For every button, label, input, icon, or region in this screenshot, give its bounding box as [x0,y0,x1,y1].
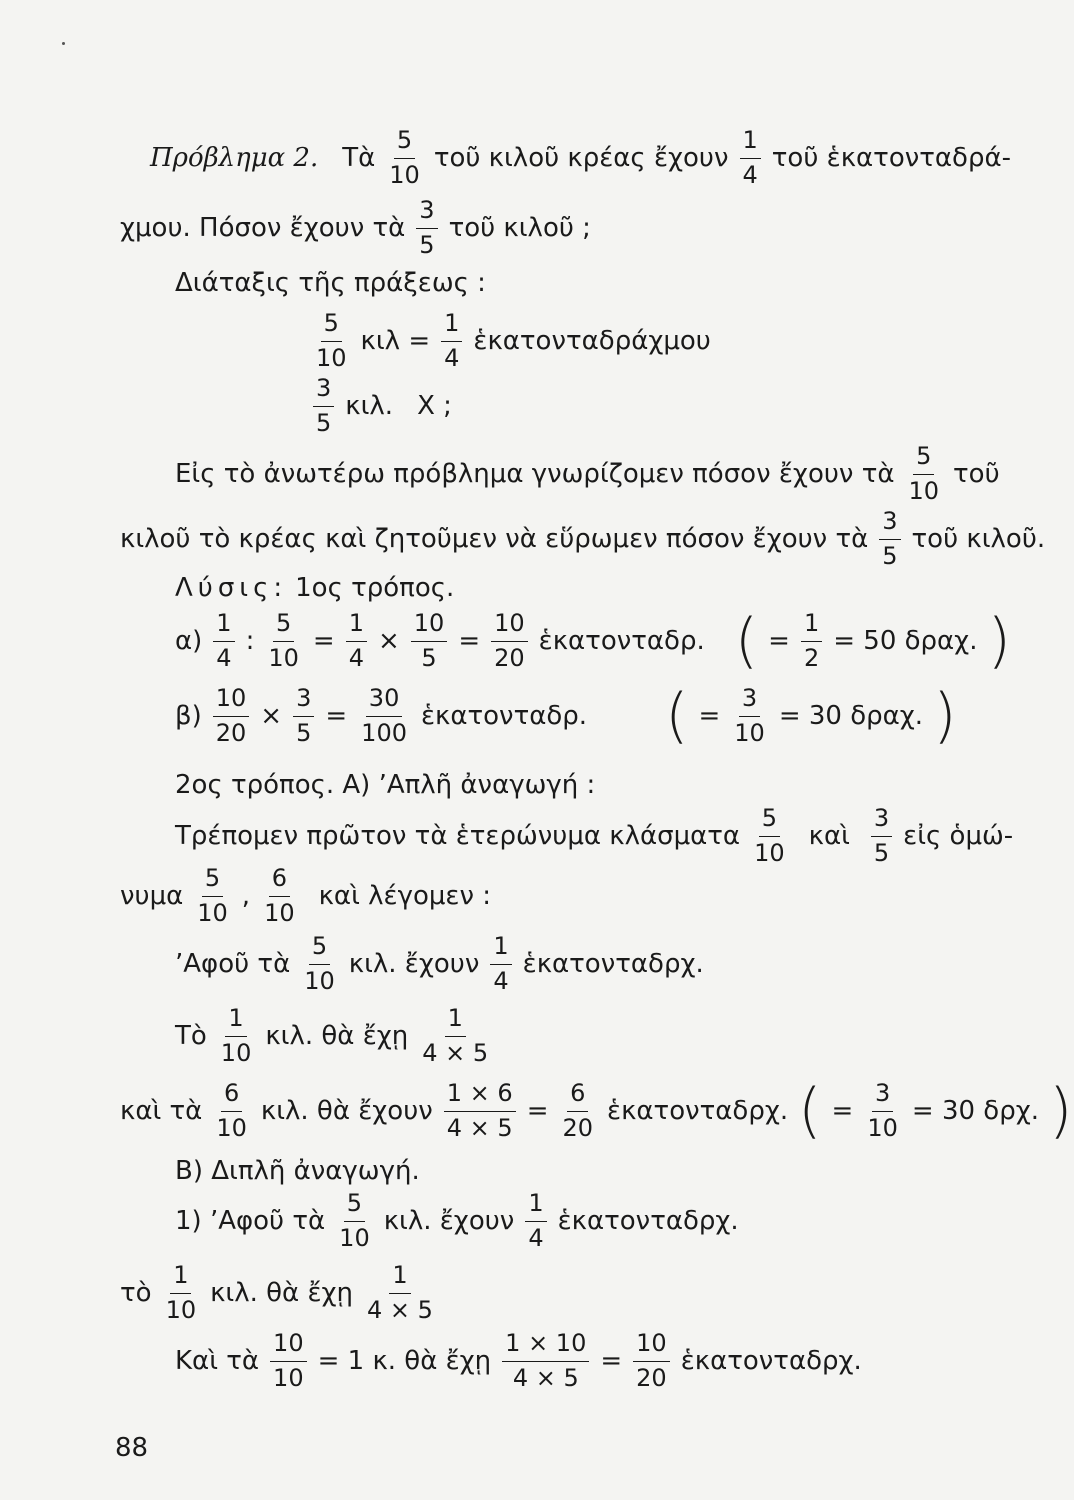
fraction: $\frac{10}{5}$ [411,610,448,672]
double-step-1: 1) ʼΑφοῦ τὰ $\frac{5}{10}$ κιλ. ἔχουν $\frac{1}{4}$ ἑκατονταδρχ. [175,1189,739,1252]
fraction: $\frac{6}{10}$ [216,1079,247,1142]
page-speck [62,42,65,45]
convert-line-1: Τρέπομεν πρῶτον τὰ ἑτερώνυμα κλάσματα $\frac{5}{10}$ καὶ $\frac{3}{5}$ εἰς ὁμώ- [175,804,1014,867]
fraction: $\frac{1}{4 \times 5}$ [367,1261,433,1324]
problem-line-2: χμου. Πόσον ἔχουν τὰ $\frac{3}{5}$ τοῦ κιλοῦ ; [120,196,591,259]
fraction: $\frac{5}{10}$ [339,1189,370,1252]
fraction: $\frac{6}{20}$ [562,1079,594,1142]
problem-label: Πρόβλημα 2. [150,143,319,174]
fraction: $\frac{3}{5}$ [313,375,334,437]
fraction: $\frac{1}{10}$ [165,1261,197,1324]
way-2-heading: 2ος τρόπος. A) ʼΑπλῆ ἀναγωγή : [175,770,596,800]
solution-label: Λύσις: [175,573,288,603]
simple-step-1: ʼΑφοῦ τὰ $\frac{5}{10}$ κιλ. ἔχουν $\frac{1}{4}$ ἑκατονταδρχ. [175,932,704,995]
fraction: $\frac{1}{2}$ [801,610,822,672]
fraction: $\frac{1}{10}$ [220,1004,252,1067]
fraction: $\frac{1}{4}$ [441,310,462,372]
simple-step-2: Τὸ $\frac{1}{10}$ κιλ. θὰ ἔχῃ $\frac{1}{4 \times 5}$ [175,1005,494,1067]
fraction: $\frac{3}{5}$ [416,197,437,259]
explanation-line-1: Εἰς τὸ ἀνωτέρω πρόβλημα γνωρίζομεν πόσον ἔχουν τὰ $\frac{5}{10}$ τοῦ [175,442,1000,505]
fraction: $\frac{3}{10}$ [867,1079,898,1142]
problem-line-1: Πρόβλημα 2. Τὰ $\frac{5}{10}$ τοῦ κιλοῦ κρέας ἔχουν $\frac{1}{4}$ τοῦ ἑκατονταδρά- [150,126,1011,189]
fraction: $\frac{3}{10}$ [734,684,765,747]
fraction: $\frac{5}{10}$ [754,804,785,867]
fraction: $\frac{5}{10}$ [316,309,347,372]
simple-step-3: καὶ τὰ $\frac{6}{10}$ κιλ. θὰ ἔχουν $\frac{1 \times 6}{4 \times 5}$ = $\frac{6}{20}$ ἑκατονταδρχ. ( = $\frac{3}{10}$ = 30 δρχ. ) [120,1076,1073,1147]
fraction: $\frac{1}{4 \times 5}$ [422,1004,489,1067]
fraction: $\frac{3}{5}$ [293,685,314,747]
explanation-line-2: κιλοῦ τὸ κρέας καὶ ζητοῦμεν νὰ εὕρωμεν πόσον ἔχουν τὰ $\frac{3}{5}$ τοῦ κιλοῦ. [120,507,1046,570]
arrangement-row-1: $\frac{5}{10}$ κιλ = $\frac{1}{4}$ ἑκατονταδράχμου [310,310,711,372]
fraction: $\frac{1 \times 10}{4 \times 5}$ [502,1330,589,1392]
solution-a: α) $\frac{1}{4}$ : $\frac{5}{10}$ = $\frac{1}{4}$ × $\frac{10}{5}$ = $\frac{10}{20}$ ἑκατονταδρ. ( = $\frac{1}{2}$ = 50 δραχ. ) [175,606,1011,677]
convert-line-2: νυμα $\frac{5}{10}$ , $\frac{6}{10}$ καὶ λέγομεν : [120,864,492,927]
fraction: $\frac{5}{10}$ [304,932,335,995]
solution-b: β) $\frac{10}{20}$ × $\frac{3}{5}$ = $\frac{30}{100}$ ἑκατονταδρ. ( = $\frac{3}{10}$ = 30 δραχ. ) [175,681,957,752]
fraction: $\frac{6}{10}$ [264,864,295,927]
arrangement-title: Διάταξις τῆς πράξεως : [175,268,486,298]
solution-heading: Λύσις: 1ος τρόπος. [175,573,455,603]
fraction: $\frac{10}{20}$ [633,1330,670,1392]
fraction: $\frac{30}{100}$ [361,684,407,747]
fraction: $\frac{10}{20}$ [491,610,528,672]
fraction: $\frac{5}{10}$ [389,126,420,189]
fraction: $\frac{10}{10}$ [270,1330,307,1392]
fraction: $\frac{10}{20}$ [213,685,250,747]
fraction: $\frac{5}{10}$ [908,442,940,505]
fraction: $\frac{3}{5}$ [871,805,892,867]
fraction: $\frac{1}{4}$ [740,127,761,189]
fraction: $\frac{1}{4}$ [525,1190,546,1252]
arrangement-row-2: $\frac{3}{5}$ κιλ. X ; [310,375,452,437]
double-step-2: τὸ $\frac{1}{10}$ κιλ. θὰ ἔχῃ $\frac{1}{4 \times 5}$ [120,1262,439,1324]
double-step-3: Καὶ τὰ $\frac{10}{10}$ = 1 κ. θὰ ἔχῃ $\frac{1 \times 10}{4 \times 5}$ = $\frac{10}{20}$ ἑκατονταδρχ. [175,1329,862,1392]
fraction: $\frac{1}{4}$ [490,933,511,995]
fraction: $\frac{1}{4}$ [346,610,367,672]
fraction: $\frac{5}{10}$ [197,864,228,927]
page-number: 88 [115,1433,149,1463]
fraction: $\frac{5}{10}$ [268,609,299,672]
fraction: $\frac{3}{5}$ [879,508,900,570]
way-2b-heading: B) Διπλῆ ἀναγωγή. [175,1156,420,1186]
fraction: $\frac{1 \times 6}{4 \times 5}$ [444,1080,516,1142]
fraction: $\frac{1}{4}$ [213,610,234,672]
